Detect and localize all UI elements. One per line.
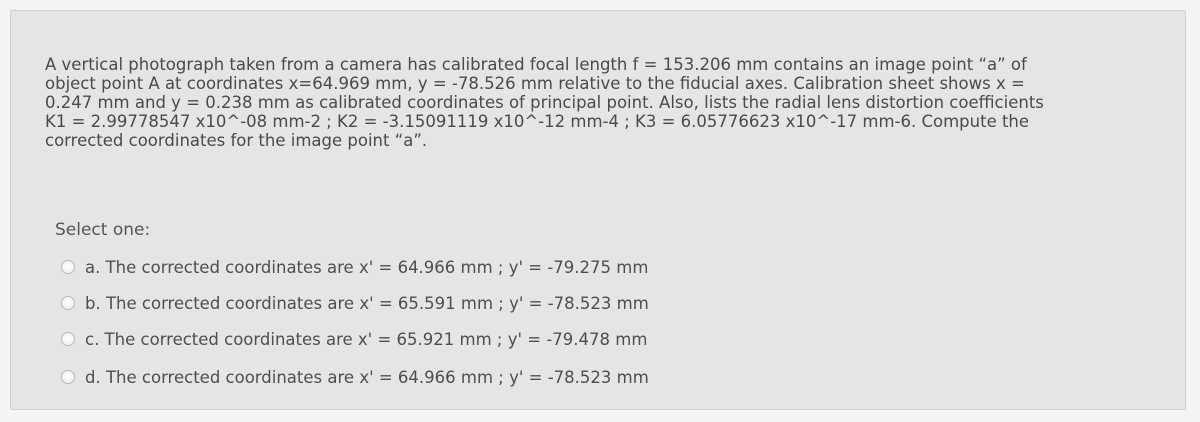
answer-option-b[interactable] [61, 292, 649, 314]
answer-option-d[interactable] [61, 366, 649, 388]
question-line: 0.247 mm and y = 0.238 mm as calibrated coordinates of principal point. Also, lists the radial lens distortion coefficients [45, 93, 1044, 112]
question-line: corrected coordinates for the image point “a”. [45, 131, 428, 150]
question-line: K1 = 2.99778547 x10^-08 mm-2 ; K2 = -3.15091119 x10^-12 mm-4 ; K3 = 6.05776623 x10^-17 mm-6. Compute the [45, 112, 1030, 131]
radio-button-c[interactable] [61, 332, 75, 346]
answer-option-c-label: c. The corrected coordinates are x' = 65.921 mm ; y' = -79.478 mm [85, 329, 648, 349]
radio-button-d[interactable] [61, 370, 75, 384]
answer-option-c[interactable] [61, 328, 647, 350]
question-text [45, 55, 1185, 150]
answer-option-a-label: a. The corrected coordinates are x' = 64.966 mm ; y' = -79.275 mm [85, 257, 649, 277]
question-panel [10, 10, 1186, 410]
answer-option-b-label: b. The corrected coordinates are x' = 65.591 mm ; y' = -78.523 mm [85, 293, 649, 313]
select-one-label: Select one: [55, 220, 151, 240]
radio-button-a[interactable] [61, 260, 75, 274]
answer-option-a[interactable] [61, 256, 648, 278]
radio-button-b[interactable] [61, 296, 75, 310]
question-line: A vertical photograph taken from a camera has calibrated focal length f = 153.206 mm contains an image point “a” of [45, 55, 1027, 74]
question-line: object point A at coordinates x=64.969 mm, y = -78.526 mm relative to the fiducial axes. Calibration sheet shows x = [45, 74, 1025, 93]
answer-option-d-label: d. The corrected coordinates are x' = 64.966 mm ; y' = -78.523 mm [85, 367, 649, 387]
